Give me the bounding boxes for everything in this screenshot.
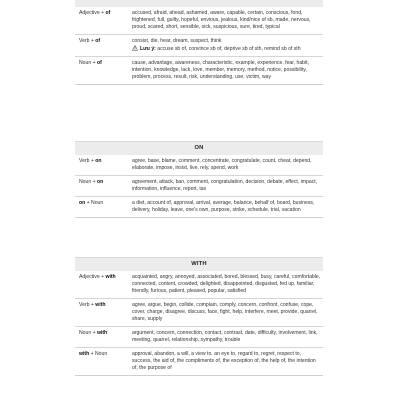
row-words: agree, argue, begin, collide, complain, comply, concern, confront, confuse, cope, cover, charge, disagree, discuss, face, fight, help, interfere, meet, provide, quarrel, share, supply [132, 302, 318, 322]
table-row [75, 155, 323, 176]
label-preposition: on [96, 179, 104, 185]
table-row [75, 7, 323, 35]
label-preposition: with [96, 330, 108, 336]
row-words: acquainted, angry, annoyed, associated, bored, blessed, busy, careful, comfortable, connected, content, crowded, delighted, disappointed, disgusted, fed up, familiar, friendly, furious, patient, pleased, popular, satisfied [132, 274, 321, 294]
label-preposition: on [95, 158, 102, 164]
row-label [75, 57, 129, 84]
row-words: cause, advantage, awareness, characteristic, example, experience, fear, habit, intention, knowledge, lack, love, member, memory, method, notice, possibility, problem, process, result, risk, understanding, use, victim, way [132, 60, 309, 80]
label-prefix: Noun + [79, 179, 97, 185]
table-row [75, 35, 323, 57]
label-prefix: Noun + [79, 330, 97, 336]
section-on [75, 141, 323, 218]
label-prefix: Verb + [79, 38, 96, 44]
label-prefix: Noun + [79, 60, 97, 66]
row-label [75, 327, 129, 347]
section-heading: ON [75, 141, 323, 155]
row-words: agreement, attack, ban, comment, congratulation, decision, debate, effect, impact, information, influence, report, tax [132, 179, 318, 192]
row-label [75, 197, 129, 217]
row-label [75, 348, 129, 375]
label-prefix: Verb + [79, 302, 96, 308]
label-suffix: + Noun [85, 200, 104, 206]
row-label [75, 271, 129, 298]
note [132, 45, 321, 53]
row-label [75, 155, 129, 175]
row-label [75, 299, 129, 326]
warning-icon [132, 45, 138, 51]
table-row [75, 197, 323, 218]
section-with [75, 257, 323, 376]
label-preposition: with [105, 274, 116, 280]
row-words: agree, base, blame, comment, concentrate, congratulate, count, cheat, depend, elaborate, impose, insist, live, rely, spend, work [132, 158, 312, 171]
table-row [75, 271, 323, 299]
label-prefix: Adjective + [79, 10, 106, 16]
table-row [75, 327, 323, 348]
section-heading: WITH [75, 257, 323, 271]
table-row [75, 57, 323, 85]
row-label [75, 7, 129, 34]
row-words: consist, die, hear, dream, suspect, think [132, 38, 222, 44]
label-preposition: on [79, 200, 86, 206]
label-preposition: of [95, 38, 101, 44]
label-preposition: of [96, 60, 102, 66]
label-suffix: + Noun [89, 351, 108, 357]
note-lead: Lưu ý: [140, 46, 156, 52]
note-text: accuse sb of, convince sb of, deprive sb of sth, remind sb of sth [157, 46, 301, 52]
table-row [75, 348, 323, 376]
row-words: argument, concern, connection, contact, contrast, date, difficulty, involvement, link, meeting, quarrel, relationship, sympathy, trouble [132, 330, 318, 343]
row-words: a diet, account of, approval, arrival, average, balance, behalf of, board, business, delivery, holiday, leave, one's own, purpose, strike, schedule, trial, vacation [132, 200, 315, 213]
label-preposition: with [95, 302, 106, 308]
section-heading [75, 0, 323, 7]
table-row [75, 176, 323, 197]
label-prefix: Adjective + [79, 274, 106, 280]
row-words-cell [129, 35, 323, 56]
label-prefix: Verb + [79, 158, 96, 164]
row-label [75, 176, 129, 196]
row-words: accused, afraid, ahead, ashamed, aware, capable, certain, conscious, fond, frightened, full, guilty, hopeful, envious, jealous, kind/nice of sb, made, nervous, proud, scared, short, sensible, sick, suspicious, sure, tired, typical [132, 10, 311, 30]
row-label [75, 35, 129, 56]
section-of [75, 0, 323, 85]
row-words: approval, abandon, a will, a view to, an eye to, regard to, regret, respect to, success, the aid of, the compliments of, the exception of, the help of, the intention of, the purpose of [132, 351, 316, 371]
label-preposition: of [105, 10, 111, 16]
label-preposition: with [79, 351, 90, 357]
table-row [75, 299, 323, 327]
